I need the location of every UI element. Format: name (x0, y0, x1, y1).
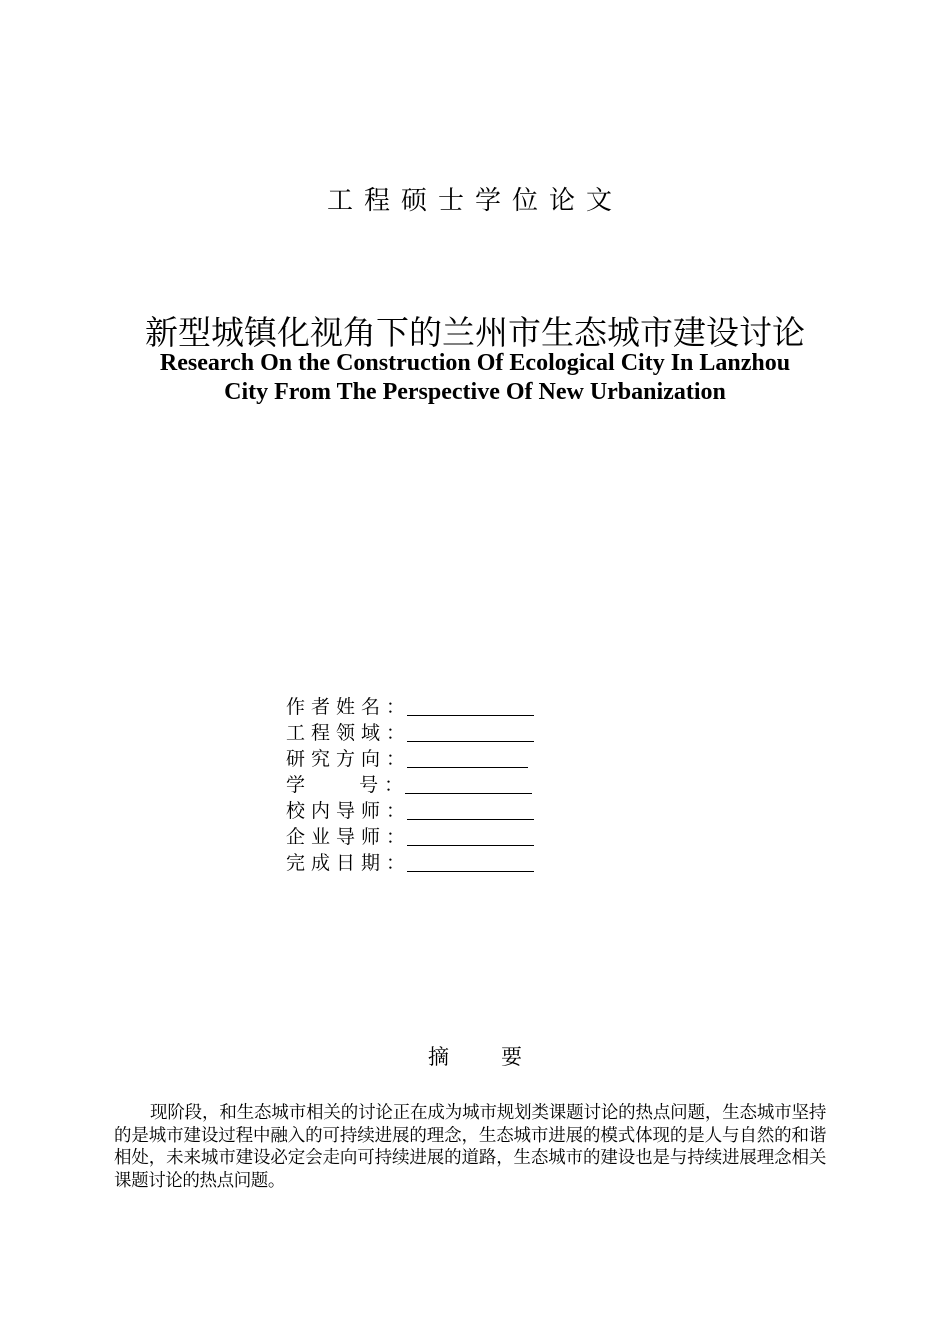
info-colon: ： (386, 696, 406, 718)
info-label-student-id: 学 号 (286, 774, 385, 796)
abstract-body: 现阶段，和生态城市相关的讨论正在成为城市规划类课题讨论的热点问题，生态城市坚持的是城市建设过程中融入的可持续进展的理念，生态城市进展的模式体现的是人与自然的和谐相处，未来城市建设必定会走向可持续进展的道路，生态城市的建设也是与持续进展理念相关课题讨论的热点问题。 (114, 1103, 826, 1191)
info-label-enterprise-advisor: 企业导师 (286, 826, 387, 848)
info-label-school-advisor: 校内导师 (286, 800, 387, 822)
school-advisor-blank[interactable] (407, 799, 534, 820)
info-colon: ： (386, 852, 406, 874)
completion-date-blank[interactable] (407, 851, 534, 872)
info-label-engineering-field: 工程领域 (286, 722, 387, 744)
author-name-blank[interactable] (407, 695, 534, 716)
thesis-title-english-line1: Research On the Construction Of Ecological City In Lanzhou (159, 350, 791, 376)
engineering-field-blank[interactable] (407, 721, 534, 742)
info-row-student-id (286, 772, 606, 798)
info-row-school-advisor (286, 798, 606, 824)
degree-type-heading: 工程硕士学位论文 (326, 186, 623, 216)
info-row-author-name (286, 694, 606, 720)
abstract-heading (0, 1043, 950, 1071)
info-colon: ： (386, 748, 406, 770)
thesis-title-english (125, 349, 825, 407)
thesis-title-english-line2: City From The Perspective Of New Urbanization (224, 379, 726, 405)
info-row-research-direction (286, 746, 606, 772)
author-info-block (286, 694, 606, 876)
info-label-completion-date: 完成日期 (286, 852, 387, 874)
abstract-heading-char2: 要 (501, 1045, 522, 1069)
info-row-completion-date (286, 850, 606, 876)
info-colon: ： (386, 722, 406, 744)
thesis-title-chinese: 新型城镇化视角下的兰州市生态城市建设讨论 (145, 313, 805, 352)
info-label-research-direction: 研究方向 (286, 748, 387, 770)
info-colon: ： (386, 826, 406, 848)
enterprise-advisor-blank[interactable] (407, 825, 534, 846)
abstract-heading-char1: 摘 (428, 1045, 449, 1069)
research-direction-blank[interactable] (407, 747, 528, 768)
info-colon: ： (386, 800, 406, 822)
info-colon: ： (384, 774, 404, 796)
info-row-enterprise-advisor (286, 824, 606, 850)
info-label-author-name: 作者姓名 (286, 696, 387, 718)
info-row-engineering-field (286, 720, 606, 746)
student-id-blank[interactable] (405, 773, 532, 794)
